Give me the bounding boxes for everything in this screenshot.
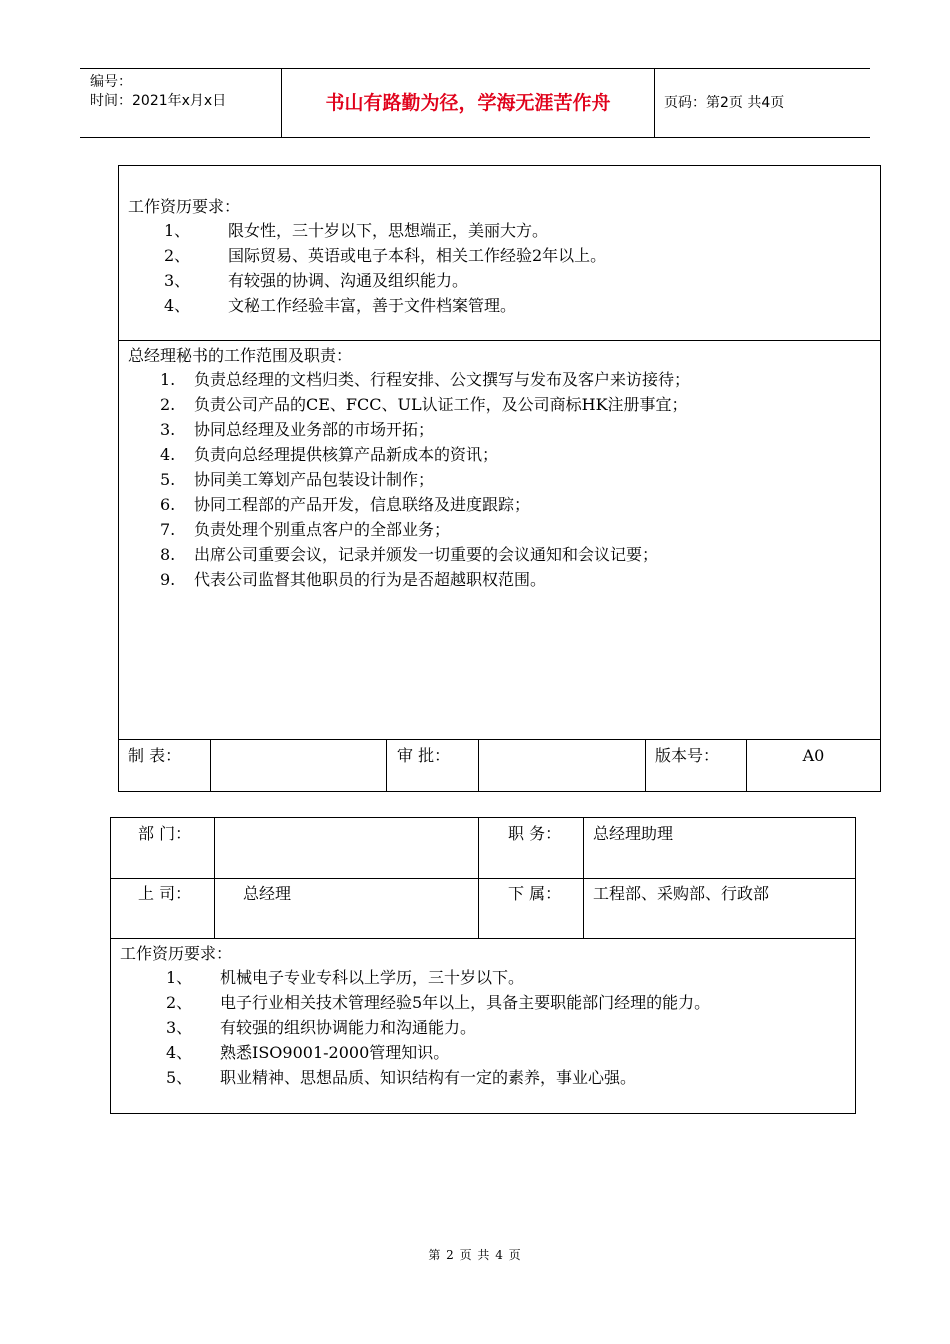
divider [210, 739, 211, 792]
made-by-label: 制 表： [128, 746, 182, 765]
secretary-duty-text: 负责总经理的文档归类、行程安排、公文撰写与发布及客户来访接待； [194, 370, 691, 389]
date-label: 时间：2021年x月x日 [90, 93, 227, 109]
assistant-requirement-text: 有较强的组织协调能力和沟通能力。 [220, 1018, 477, 1037]
divider [110, 938, 856, 939]
secretary-duty-number: 7. [160, 520, 176, 539]
page-header [80, 68, 870, 138]
secretary-duty-text: 负责处理个别重点客户的全部业务； [194, 520, 451, 539]
number-label: 编号： [90, 74, 132, 90]
divider [645, 739, 646, 792]
dept-label: 部 门： [138, 824, 192, 843]
divider [386, 739, 387, 792]
secretary-duty-text: 负责向总经理提供核算产品新成本的资讯； [194, 445, 499, 464]
assistant-requirement-text: 熟悉ISO9001-2000管理知识。 [220, 1043, 450, 1062]
secretary-duty-text: 代表公司监督其他职员的行为是否超越职权范围。 [194, 570, 547, 589]
secretary-duty-number: 4. [160, 445, 176, 464]
page-footer: 第 2 页 共 4 页 [428, 1248, 522, 1262]
secretary-duty-number: 2. [160, 395, 176, 414]
assistant-requirements-title: 工作资历要求： [120, 944, 233, 963]
assistant-requirement-number: 2、 [166, 993, 193, 1012]
divider [478, 739, 479, 792]
assistant-requirement-text: 职业精神、思想品质、知识结构有一定的素养，事业心强。 [220, 1068, 637, 1087]
assistant-requirement-text: 机械电子专业专科以上学历，三十岁以下。 [220, 968, 525, 987]
secretary-duty-text: 负责公司产品的CE、FCC、UL认证工作，及公司商标HK注册事宜； [194, 395, 688, 414]
divider [110, 878, 856, 879]
header-slogan: 书山有路勤为径，学海无涯苦作舟 [282, 69, 655, 137]
assistant-requirement-number: 1、 [166, 968, 193, 987]
divider [118, 739, 881, 740]
secretary-duty-text: 协同总经理及业务部的市场开拓； [194, 420, 435, 439]
superior-label: 上 司： [138, 884, 192, 903]
version-value: A0 [802, 746, 825, 765]
secretary-duty-number: 1. [160, 370, 176, 389]
secretary-requirement-number: 3、 [164, 271, 191, 290]
divider [214, 817, 215, 938]
secretary-requirements-title: 工作资历要求： [128, 197, 241, 216]
secretary-duties-title: 总经理秘书的工作范围及职责： [128, 346, 353, 365]
secretary-requirement-text: 限女性，三十岁以下，思想端正，美丽大方。 [228, 221, 549, 240]
approve-label: 审 批： [397, 746, 451, 765]
secretary-duty-number: 6. [160, 495, 176, 514]
superior-value: 总经理 [243, 884, 292, 903]
assistant-requirement-number: 3、 [166, 1018, 193, 1037]
secretary-duty-text: 协同工程部的产品开发，信息联络及进度跟踪； [194, 495, 531, 514]
position-value: 总经理助理 [593, 824, 674, 843]
secretary-duty-number: 5. [160, 470, 176, 489]
secretary-duty-number: 8. [160, 545, 176, 564]
divider [478, 817, 479, 938]
position-label: 职 务： [508, 824, 562, 843]
assistant-requirement-text: 电子行业相关技术管理经验5年以上，具备主要职能部门经理的能力。 [220, 993, 711, 1012]
divider [118, 340, 881, 341]
secretary-requirement-text: 文秘工作经验丰富，善于文件档案管理。 [228, 296, 517, 315]
subordinate-value: 工程部、采购部、行政部 [593, 884, 770, 903]
secretary-duty-number: 3. [160, 420, 176, 439]
header-page-label: 页码：第2页 共4页 [664, 95, 785, 111]
secretary-requirement-number: 4、 [164, 296, 191, 315]
secretary-duty-number: 9. [160, 570, 176, 589]
assistant-requirement-number: 4、 [166, 1043, 193, 1062]
secretary-requirement-text: 国际贸易、英语或电子本科，相关工作经验2年以上。 [228, 246, 607, 265]
assistant-requirement-number: 5、 [166, 1068, 193, 1087]
secretary-requirement-number: 1、 [164, 221, 191, 240]
subordinate-label: 下 属： [508, 884, 562, 903]
secretary-requirement-text: 有较强的协调、沟通及组织能力。 [228, 271, 469, 290]
header-meta [80, 69, 282, 137]
secretary-duty-text: 出席公司重要会议，记录并颁发一切重要的会议通知和会议记要； [194, 545, 659, 564]
secretary-requirement-number: 2、 [164, 246, 191, 265]
divider [583, 817, 584, 938]
version-label: 版本号： [655, 746, 720, 765]
secretary-duty-text: 协同美工筹划产品包装设计制作； [194, 470, 435, 489]
